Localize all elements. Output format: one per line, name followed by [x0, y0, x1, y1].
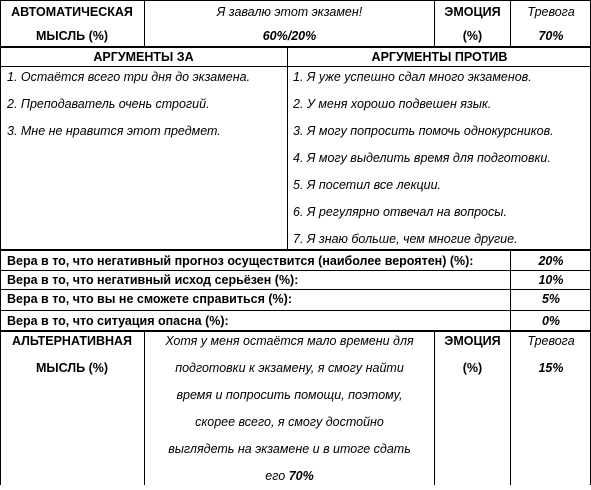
automatic-emotion-cell	[511, 0, 591, 46]
alternative-thought-label	[0, 328, 144, 382]
table-rule	[0, 46, 591, 48]
alternative-thought-label-line2: МЫСЛЬ (%)	[35, 361, 109, 375]
argument-for-item: 3. Мне не нравится этот предмет.	[7, 124, 221, 138]
alternative-emotion-label-line2: (%)	[462, 361, 483, 375]
alternative-thought-line: скорее всего, я смогу достойно	[195, 415, 384, 429]
alternative-thought-line: время и попросить помощи, поэтому,	[176, 388, 403, 402]
table-rule	[510, 332, 511, 485]
automatic-emotion-percent: 70%	[538, 29, 564, 43]
belief-value: 0%	[541, 314, 561, 328]
belief-value: 5%	[541, 292, 561, 306]
belief-label: Вера в то, что вы не сможете справиться (%):	[7, 292, 292, 306]
argument-for-item: 1. Остаётся всего три дня до экзамена.	[7, 70, 251, 84]
automatic-emotion-label-line1: ЭМОЦИЯ	[444, 5, 501, 19]
table-border	[0, 0, 1, 485]
argument-against-item: 1. Я уже успешно сдал много экзаменов.	[293, 70, 532, 84]
automatic-emotion-label	[435, 0, 510, 46]
argument-against-item: 3. Я могу попросить помочь однокурсников.	[293, 124, 554, 138]
automatic-thought-cell	[145, 0, 434, 46]
automatic-emotion-label-line2: (%)	[462, 29, 483, 43]
automatic-thought-percent: 60%/20%	[262, 29, 317, 43]
belief-label: Вера в то, что негативный прогноз осуществится (наиболее вероятен) (%):	[7, 254, 474, 268]
argument-against-item: 5. Я посетил все лекции.	[293, 178, 442, 192]
argument-against-item: 4. Я могу выделить время для подготовки.	[293, 151, 551, 165]
alternative-emotion-cell	[511, 328, 591, 382]
arguments-for-list	[7, 64, 285, 145]
alternative-thought-text	[145, 328, 434, 490]
table-rule	[510, 251, 511, 330]
argument-for-item: 2. Преподаватель очень строгий.	[7, 97, 210, 111]
arguments-for-header: АРГУМЕНТЫ ЗА	[93, 50, 194, 64]
table-rule	[287, 48, 288, 249]
table-rule	[0, 310, 591, 311]
table-rule	[0, 249, 591, 251]
alternative-thought-last-line	[145, 463, 434, 490]
alternative-thought-line: Хотя у меня остаётся мало времени для	[165, 334, 414, 348]
table-rule	[0, 289, 591, 290]
argument-against-item: 7. Я знаю больше, чем многие другие.	[293, 232, 518, 246]
arguments-against-list	[293, 64, 589, 253]
table-rule	[144, 332, 145, 485]
argument-against-item: 6. Я регулярно отвечал на вопросы.	[293, 205, 507, 219]
alternative-emotion-label-line1: ЭМОЦИЯ	[444, 334, 501, 348]
table-rule	[0, 270, 591, 271]
alternative-thought-label-line1: АЛЬТЕРНАТИВНАЯ	[11, 334, 133, 348]
belief-value: 10%	[538, 273, 564, 287]
automatic-thought-label	[0, 0, 144, 46]
table-border	[0, 0, 591, 1]
automatic-emotion-name: Тревога	[527, 5, 575, 19]
automatic-thought-text: Я завалю этот экзамен!	[216, 5, 363, 19]
alternative-thought-percent: 70%	[288, 469, 314, 483]
table-rule	[0, 330, 591, 332]
automatic-thought-label-line1: АВТОМАТИЧЕСКАЯ	[11, 5, 133, 19]
table-rule	[0, 66, 591, 67]
table-rule	[510, 0, 511, 46]
alternative-thought-line: подготовки к экзамену, я смогу найти	[175, 361, 404, 375]
table-rule	[434, 332, 435, 485]
alternative-emotion-percent: 15%	[538, 361, 564, 375]
alternative-emotion-name: Тревога	[527, 334, 575, 348]
alternative-thought-line: выглядеть на экзамене и в итоге сдать	[168, 442, 411, 456]
belief-label: Вера в то, что негативный исход серьёзен (%):	[7, 273, 299, 287]
table-rule	[434, 0, 435, 46]
argument-against-item: 2. У меня хорошо подвешен язык.	[293, 97, 492, 111]
alternative-thought-last-text: его	[265, 469, 286, 483]
automatic-thought-label-line2: МЫСЛЬ (%)	[35, 29, 109, 43]
alternative-emotion-label	[435, 328, 510, 382]
arguments-against-header: АРГУМЕНТЫ ПРОТИВ	[371, 50, 508, 64]
belief-value: 20%	[538, 254, 564, 268]
table-rule	[144, 0, 145, 46]
belief-label: Вера в то, что ситуация опасна (%):	[7, 314, 229, 328]
